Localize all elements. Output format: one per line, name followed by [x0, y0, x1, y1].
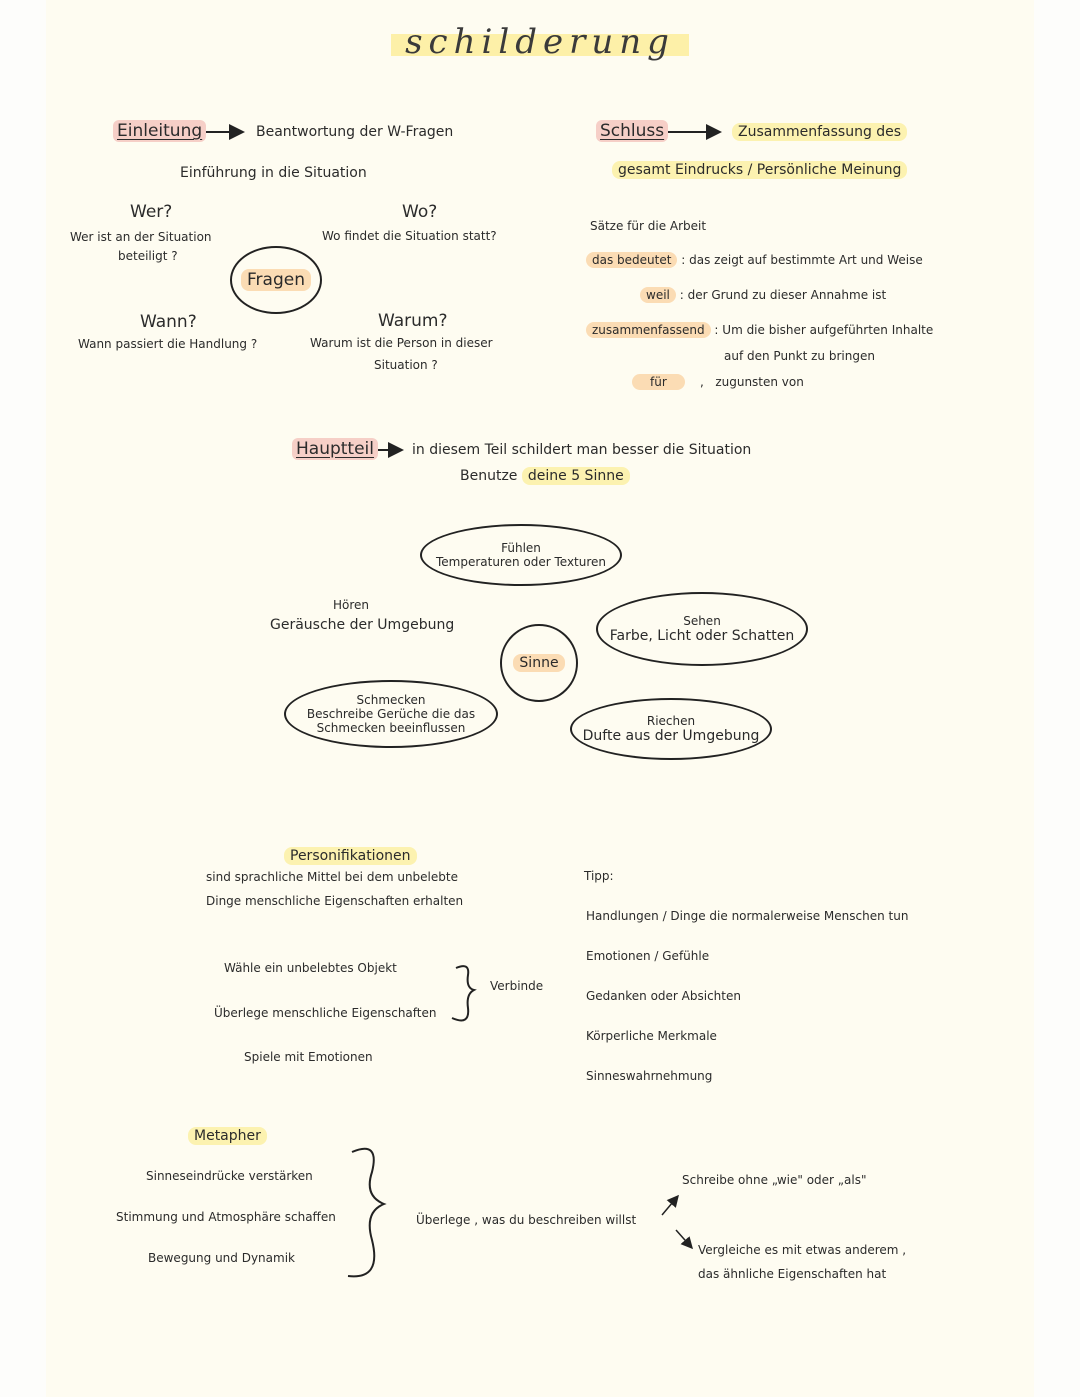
tipp-item-1: Handlungen / Dinge die normalerweise Menschen tun — [586, 909, 909, 923]
fragen-label: Fragen — [241, 269, 311, 291]
metapher-item-3: Bewegung und Dynamik — [148, 1251, 295, 1265]
fragen-circle — [230, 246, 322, 314]
schmecken-desc-1: Beschreibe Gerüche die das — [306, 707, 476, 721]
personifikation-step-3: Spiele mit Emotionen — [244, 1050, 373, 1064]
saetze-row-3: zusammenfassend : Um die bisher aufgeführten Inhalte — [586, 324, 933, 338]
warum-answer-2: Situation ? — [374, 358, 438, 372]
personifikation-title: Personifikationen — [284, 848, 417, 864]
sehen-title: Sehen — [683, 614, 721, 628]
saetze-row-4: für , zugunsten von — [632, 376, 804, 390]
sehen-desc: Farbe, Licht oder Schatten — [609, 628, 795, 644]
riechen-desc: Dufte aus der Umgebung — [582, 728, 760, 744]
schmecken-desc-2: Schmecken beeinflussen — [316, 721, 466, 735]
metapher-title: Metapher — [188, 1128, 267, 1144]
metapher-option-1: Schreibe ohne „wie" oder „als" — [682, 1173, 867, 1187]
schluss-arrow-text: Zusammenfassung des — [732, 124, 907, 140]
personifikation-step-1: Wähle ein unbelebtes Objekt — [224, 961, 397, 975]
personifikation-def-2: Dinge menschliche Eigenschaften erhalten — [206, 894, 464, 908]
fuehlen-title: Fühlen — [501, 541, 541, 555]
fuehlen-desc: Temperaturen oder Texturen — [435, 555, 607, 569]
personifikation-step-2: Überlege menschliche Eigenschaften — [214, 1006, 437, 1020]
wer-answer-1: Wer ist an der Situation — [70, 230, 212, 244]
personifikation-def-1: sind sprachliche Mittel bei dem unbelebte — [206, 870, 458, 884]
saetze-row-1: das bedeutet : das zeigt auf bestimmte Art und Weise — [586, 254, 923, 268]
wer-question: Wer? — [130, 202, 173, 222]
hauptteil-label: Hauptteil — [292, 440, 378, 460]
riechen-title: Riechen — [646, 714, 696, 728]
metapher-item-2: Stimmung und Atmosphäre schaffen — [116, 1210, 336, 1224]
hauptteil-arrow-text: in diesem Teil schildert man besser die Situation — [412, 442, 752, 458]
warum-question: Warum? — [378, 311, 448, 331]
hoeren-desc: Geräusche der Umgebung — [270, 617, 455, 633]
wo-question: Wo? — [402, 202, 438, 222]
metapher-item-1: Sinneseindrücke verstärken — [146, 1169, 313, 1183]
schmecken-title: Schmecken — [356, 693, 426, 707]
tipp-item-2: Emotionen / Gefühle — [586, 949, 710, 963]
hoeren-title: Hören — [333, 598, 370, 612]
saetze-row-2: weil : der Grund zu dieser Annahme ist — [640, 289, 886, 303]
sinne-label: Sinne — [513, 654, 564, 672]
saetze-row-3-cont: auf den Punkt zu bringen — [724, 349, 875, 363]
metapher-middle: Überlege , was du beschreiben willst — [416, 1213, 637, 1227]
saetze-title: Sätze für die Arbeit — [590, 219, 707, 233]
wann-answer: Wann passiert die Handlung ? — [78, 337, 258, 351]
schmecken-ellipse — [284, 680, 498, 748]
sinne-circle — [500, 624, 578, 702]
metapher-option-2b: das ähnliche Eigenschaften hat — [698, 1267, 887, 1281]
wann-question: Wann? — [140, 312, 197, 332]
riechen-ellipse — [570, 698, 772, 760]
tipp-title: Tipp: — [584, 869, 614, 883]
verbinde-label: Verbinde — [490, 979, 544, 993]
metapher-option-2a: Vergleiche es mit etwas anderem , — [698, 1243, 907, 1257]
einleitung-label: Einleitung — [113, 122, 206, 142]
wo-answer: Wo findet die Situation statt? — [322, 229, 497, 243]
einleitung-arrow-text: Beantwortung der W-Fragen — [256, 124, 454, 140]
warum-answer-1: Warum ist die Person in dieser — [310, 336, 493, 350]
tipp-item-4: Körperliche Merkmale — [586, 1029, 717, 1043]
schluss-line-2: gesamt Eindrucks / Persönliche Meinung — [612, 162, 907, 178]
hauptteil-line-2: Benutze deine 5 Sinne — [460, 468, 630, 484]
schluss-label: Schluss — [596, 122, 668, 142]
wer-answer-2: beteiligt ? — [118, 249, 178, 263]
tipp-item-5: Sinneswahrnehmung — [586, 1069, 713, 1083]
tipp-item-3: Gedanken oder Absichten — [586, 989, 741, 1003]
page-title: schilderung — [0, 22, 1080, 62]
sehen-ellipse — [596, 592, 808, 666]
einleitung-subtitle: Einführung in die Situation — [180, 165, 367, 181]
fuehlen-ellipse — [420, 524, 622, 586]
